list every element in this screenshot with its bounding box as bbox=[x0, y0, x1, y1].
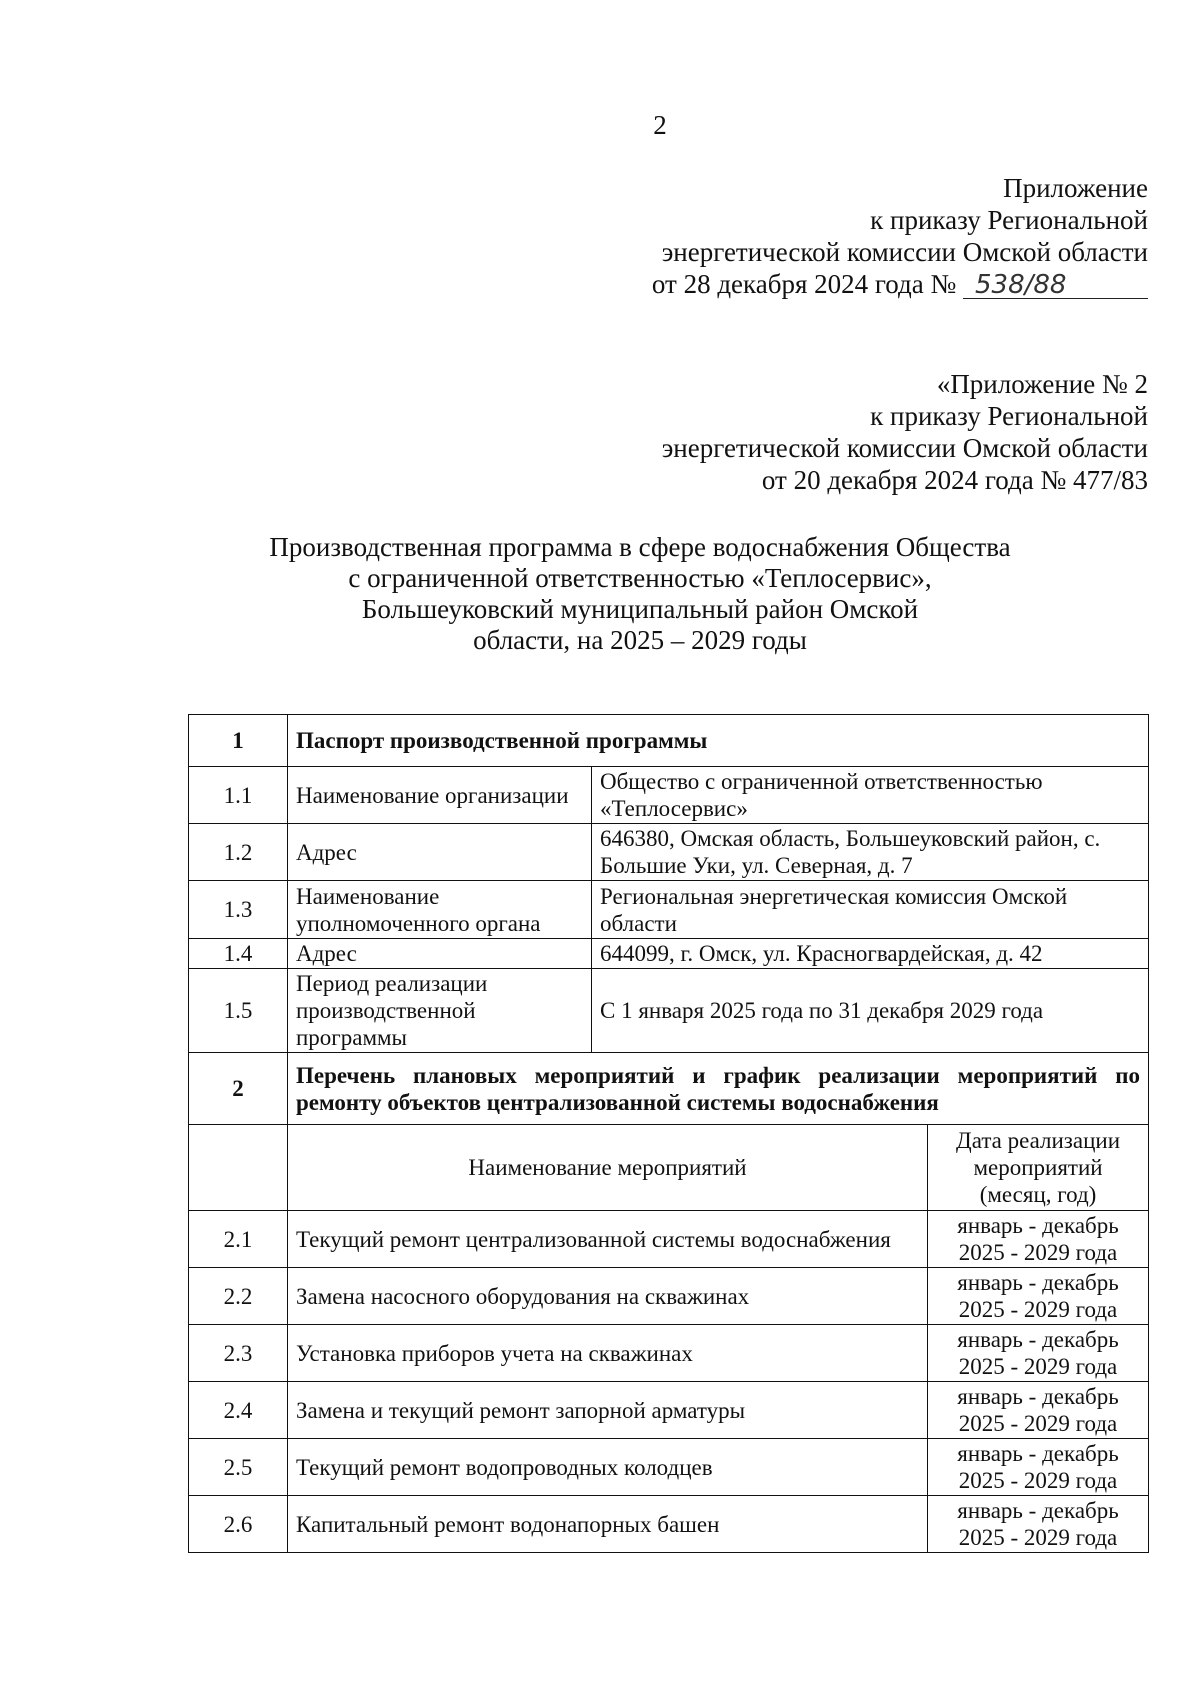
section2-column-header-row bbox=[189, 1125, 1149, 1211]
row-number: 1.3 bbox=[189, 881, 288, 939]
row-number: 1.2 bbox=[189, 824, 288, 881]
row-value: 646380, Омская область, Большеуковский район, с. Большие Уки, ул. Северная, д. 7 bbox=[592, 824, 1149, 881]
activity-name: Установка приборов учета на скважинах bbox=[288, 1325, 928, 1382]
row-label: Наименование организации bbox=[288, 767, 592, 824]
activity-date: январь - декабрь 2025 - 2029 года bbox=[928, 1211, 1149, 1268]
appendix-current-header bbox=[652, 172, 1148, 300]
activity-date: январь - декабрь 2025 - 2029 года bbox=[928, 1496, 1149, 1553]
activity-name: Капитальный ремонт водонапорных башен bbox=[288, 1496, 928, 1553]
appendix-original-line1: «Приложение № 2 bbox=[936, 369, 1148, 399]
table-row bbox=[189, 939, 1149, 969]
row-label: Адрес bbox=[288, 824, 592, 881]
row-number: 1.4 bbox=[189, 939, 288, 969]
activity-name: Текущий ремонт водопроводных колодцев bbox=[288, 1439, 928, 1496]
table-row bbox=[189, 1496, 1149, 1553]
row-label: Адрес bbox=[288, 939, 592, 969]
appendix-current-line1: Приложение bbox=[1003, 173, 1148, 203]
row-number: 2.1 bbox=[189, 1211, 288, 1268]
row-number: 1.1 bbox=[189, 767, 288, 824]
appendix-original-line3: энергетической комиссии Омской области bbox=[661, 433, 1148, 463]
appendix-current-line2: к приказу Региональной bbox=[870, 205, 1148, 235]
row-number: 2.2 bbox=[189, 1268, 288, 1325]
empty-cell bbox=[189, 1125, 288, 1211]
table-row bbox=[189, 824, 1149, 881]
title-line1: Производственная программа в сфере водоснабжения Общества bbox=[269, 532, 1011, 562]
row-label: Наименование уполномоченного органа bbox=[288, 881, 592, 939]
activity-date: январь - декабрь 2025 - 2029 года bbox=[928, 1325, 1149, 1382]
activity-name: Замена насосного оборудования на скважинах bbox=[288, 1268, 928, 1325]
table-row bbox=[189, 1325, 1149, 1382]
title-line3: Большеуковский муниципальный район Омской bbox=[361, 594, 919, 624]
row-number: 1.5 bbox=[189, 969, 288, 1053]
table-row bbox=[189, 1268, 1149, 1325]
activity-name: Текущий ремонт централизованной системы водоснабжения bbox=[288, 1211, 928, 1268]
table-row bbox=[189, 1382, 1149, 1439]
appendix-current-line4 bbox=[652, 268, 1148, 300]
row-number: 2.3 bbox=[189, 1325, 288, 1382]
page-number: 2 bbox=[653, 110, 667, 140]
table-row bbox=[189, 881, 1149, 939]
activity-date: январь - декабрь 2025 - 2029 года bbox=[928, 1439, 1149, 1496]
column-header-date: Дата реализации мероприятий (месяц, год) bbox=[928, 1125, 1149, 1211]
row-value: Общество с ограниченной ответственностью «Теплосервис» bbox=[592, 767, 1149, 824]
section1-heading: Паспорт производственной программы bbox=[288, 715, 1149, 767]
appendix-original-header bbox=[662, 368, 1148, 496]
activity-name: Замена и текущий ремонт запорной арматуры bbox=[288, 1382, 928, 1439]
section2-heading: Перечень плановых мероприятий и график реализации мероприятий по ремонту объектов централизованной системы водоснабжения bbox=[288, 1053, 1149, 1125]
table-row bbox=[189, 767, 1149, 824]
document-title bbox=[200, 532, 1080, 656]
row-number: 2.6 bbox=[189, 1496, 288, 1553]
appendix-current-line3: энергетической комиссии Омской области bbox=[661, 237, 1148, 267]
activity-date: январь - декабрь 2025 - 2029 года bbox=[928, 1268, 1149, 1325]
section2-header-row bbox=[189, 1053, 1149, 1125]
row-number: 2.5 bbox=[189, 1439, 288, 1496]
table-row bbox=[189, 1439, 1149, 1496]
column-header-name: Наименование мероприятий bbox=[288, 1125, 928, 1211]
production-program-table bbox=[188, 714, 1149, 1553]
table-row bbox=[189, 1211, 1149, 1268]
appendix-original-line2: к приказу Региональной bbox=[870, 401, 1148, 431]
table-row bbox=[189, 969, 1149, 1053]
row-label: Период реализации производственной программы bbox=[288, 969, 592, 1053]
row-value: Региональная энергетическая комиссия Омской области bbox=[592, 881, 1149, 939]
row-number: 2.4 bbox=[189, 1382, 288, 1439]
section1-number: 1 bbox=[189, 715, 288, 767]
row-value: С 1 января 2025 года по 31 декабря 2029 года bbox=[592, 969, 1149, 1053]
appendix-original-line4: от 20 декабря 2024 года № 477/83 bbox=[761, 465, 1148, 495]
section2-number: 2 bbox=[189, 1053, 288, 1125]
row-value: 644099, г. Омск, ул. Красногвардейская, д. 42 bbox=[592, 939, 1149, 969]
handwritten-order-number: 538/88 bbox=[963, 272, 1148, 299]
activity-date: январь - декабрь 2025 - 2029 года bbox=[928, 1382, 1149, 1439]
appendix-current-date: от 28 декабря 2024 года № bbox=[651, 269, 957, 299]
title-line4: области, на 2025 – 2029 годы bbox=[473, 625, 807, 655]
section1-header-row bbox=[189, 715, 1149, 767]
title-line2: с ограниченной ответственностью «Теплосервис», bbox=[348, 563, 932, 593]
